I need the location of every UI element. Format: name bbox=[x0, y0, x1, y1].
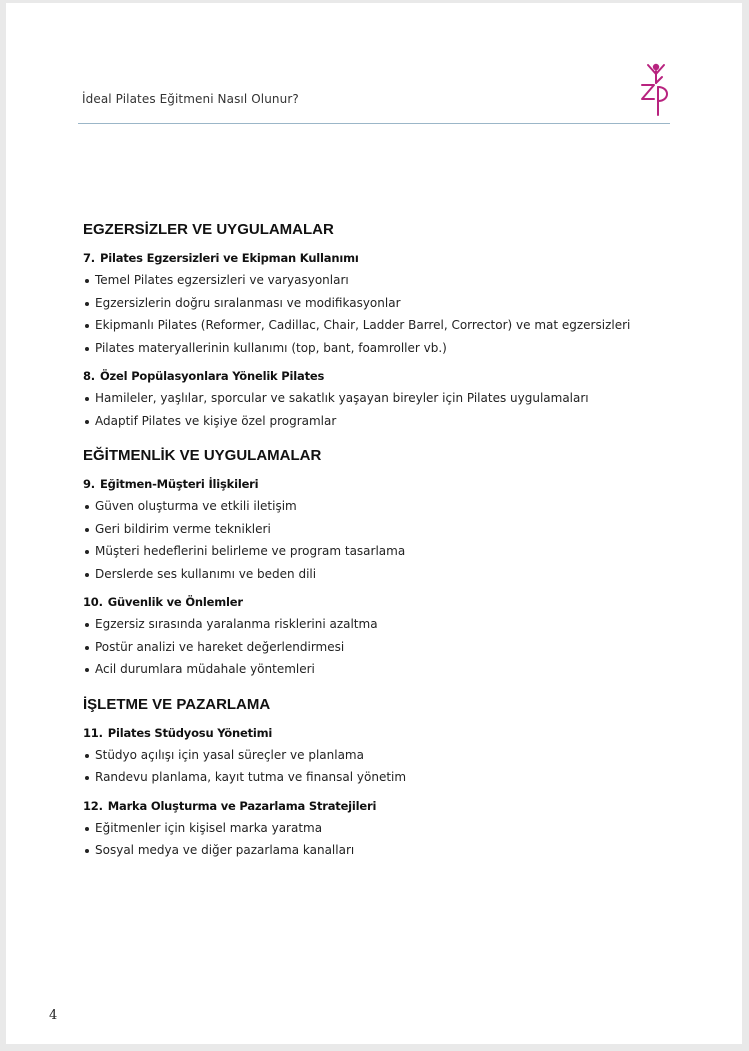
subsection-title: Güvenlik ve Önlemler bbox=[107, 595, 243, 609]
list-item: Güven oluşturma ve etkili iletişim bbox=[83, 495, 683, 518]
subsection-number: 12. bbox=[83, 798, 103, 813]
bullet-list bbox=[83, 387, 683, 432]
bullet-list bbox=[83, 495, 683, 585]
list-item: Sosyal medya ve diğer pazarlama kanalları bbox=[83, 839, 683, 862]
subsection-title: Marka Oluşturma ve Pazarlama Stratejileri bbox=[107, 798, 377, 813]
zp-logo bbox=[634, 61, 674, 117]
section-heading: EGZERSİZLER VE UYGULAMALAR bbox=[83, 221, 334, 238]
subsection-title: Pilates Egzersizleri ve Ekipman Kullanımı bbox=[99, 251, 359, 265]
document-page bbox=[6, 3, 742, 1044]
document-body bbox=[83, 219, 683, 862]
bullet-list bbox=[83, 269, 683, 359]
list-item: Eğitmenler için kişisel marka yaratma bbox=[83, 817, 683, 840]
list-item: Geri bildirim verme teknikleri bbox=[83, 518, 683, 541]
subsection-number: 10. bbox=[83, 595, 103, 609]
header-title: İdeal Pilates Eğitmeni Nasıl Olunur? bbox=[82, 92, 299, 106]
subsection-number: 9. bbox=[83, 477, 95, 491]
subsection-heading bbox=[83, 795, 683, 817]
subsection-heading bbox=[83, 591, 683, 613]
list-item: Randevu planlama, kayıt tutma ve finansal yönetim bbox=[83, 766, 683, 789]
subsection-title: Eğitmen-Müşteri İlişkileri bbox=[99, 477, 259, 491]
list-item: Pilates materyallerinin kullanımı (top, bant, foamroller vb.) bbox=[83, 337, 683, 360]
section-heading: İŞLETME VE PAZARLAMA bbox=[83, 695, 271, 713]
bullet-list bbox=[83, 744, 683, 789]
subsection-number: 8. bbox=[83, 369, 95, 383]
subsection-title: Pilates Stüdyosu Yönetimi bbox=[107, 725, 273, 740]
subsection-number: 7. bbox=[83, 251, 95, 265]
bullet-list bbox=[83, 613, 683, 681]
subsection-title: Özel Popülasyonlara Yönelik Pilates bbox=[99, 369, 325, 383]
subsection-heading bbox=[83, 722, 683, 744]
list-item: Egzersiz sırasında yaralanma risklerini azaltma bbox=[83, 613, 683, 636]
list-item: Temel Pilates egzersizleri ve varyasyonları bbox=[83, 269, 683, 292]
list-item: Postür analizi ve hareket değerlendirmesi bbox=[83, 636, 683, 659]
page-number: 4 bbox=[49, 1008, 58, 1023]
list-item: Hamileler, yaşlılar, sporcular ve sakatlık yaşayan bireyler için Pilates uygulamaları bbox=[83, 387, 683, 410]
list-item: Acil durumlara müdahale yöntemleri bbox=[83, 658, 683, 681]
header-divider bbox=[78, 123, 670, 124]
list-item: Egzersizlerin doğru sıralanması ve modifikasyonlar bbox=[83, 292, 683, 315]
list-item: Müşteri hedeflerini belirleme ve program tasarlama bbox=[83, 540, 683, 563]
bullet-list bbox=[83, 817, 683, 862]
subsection-number: 11. bbox=[83, 725, 103, 740]
section-heading: EĞİTMENLİK VE UYGULAMALAR bbox=[83, 447, 322, 464]
subsection-heading bbox=[83, 247, 683, 269]
subsection-heading bbox=[83, 365, 683, 387]
list-item: Derslerde ses kullanımı ve beden dili bbox=[83, 563, 683, 586]
subsection-heading bbox=[83, 473, 683, 495]
list-item: Stüdyo açılışı için yasal süreçler ve planlama bbox=[83, 744, 683, 767]
list-item: Adaptif Pilates ve kişiye özel programlar bbox=[83, 410, 683, 433]
list-item: Ekipmanlı Pilates (Reformer, Cadillac, Chair, Ladder Barrel, Corrector) ve mat egzersizleri bbox=[83, 314, 683, 337]
